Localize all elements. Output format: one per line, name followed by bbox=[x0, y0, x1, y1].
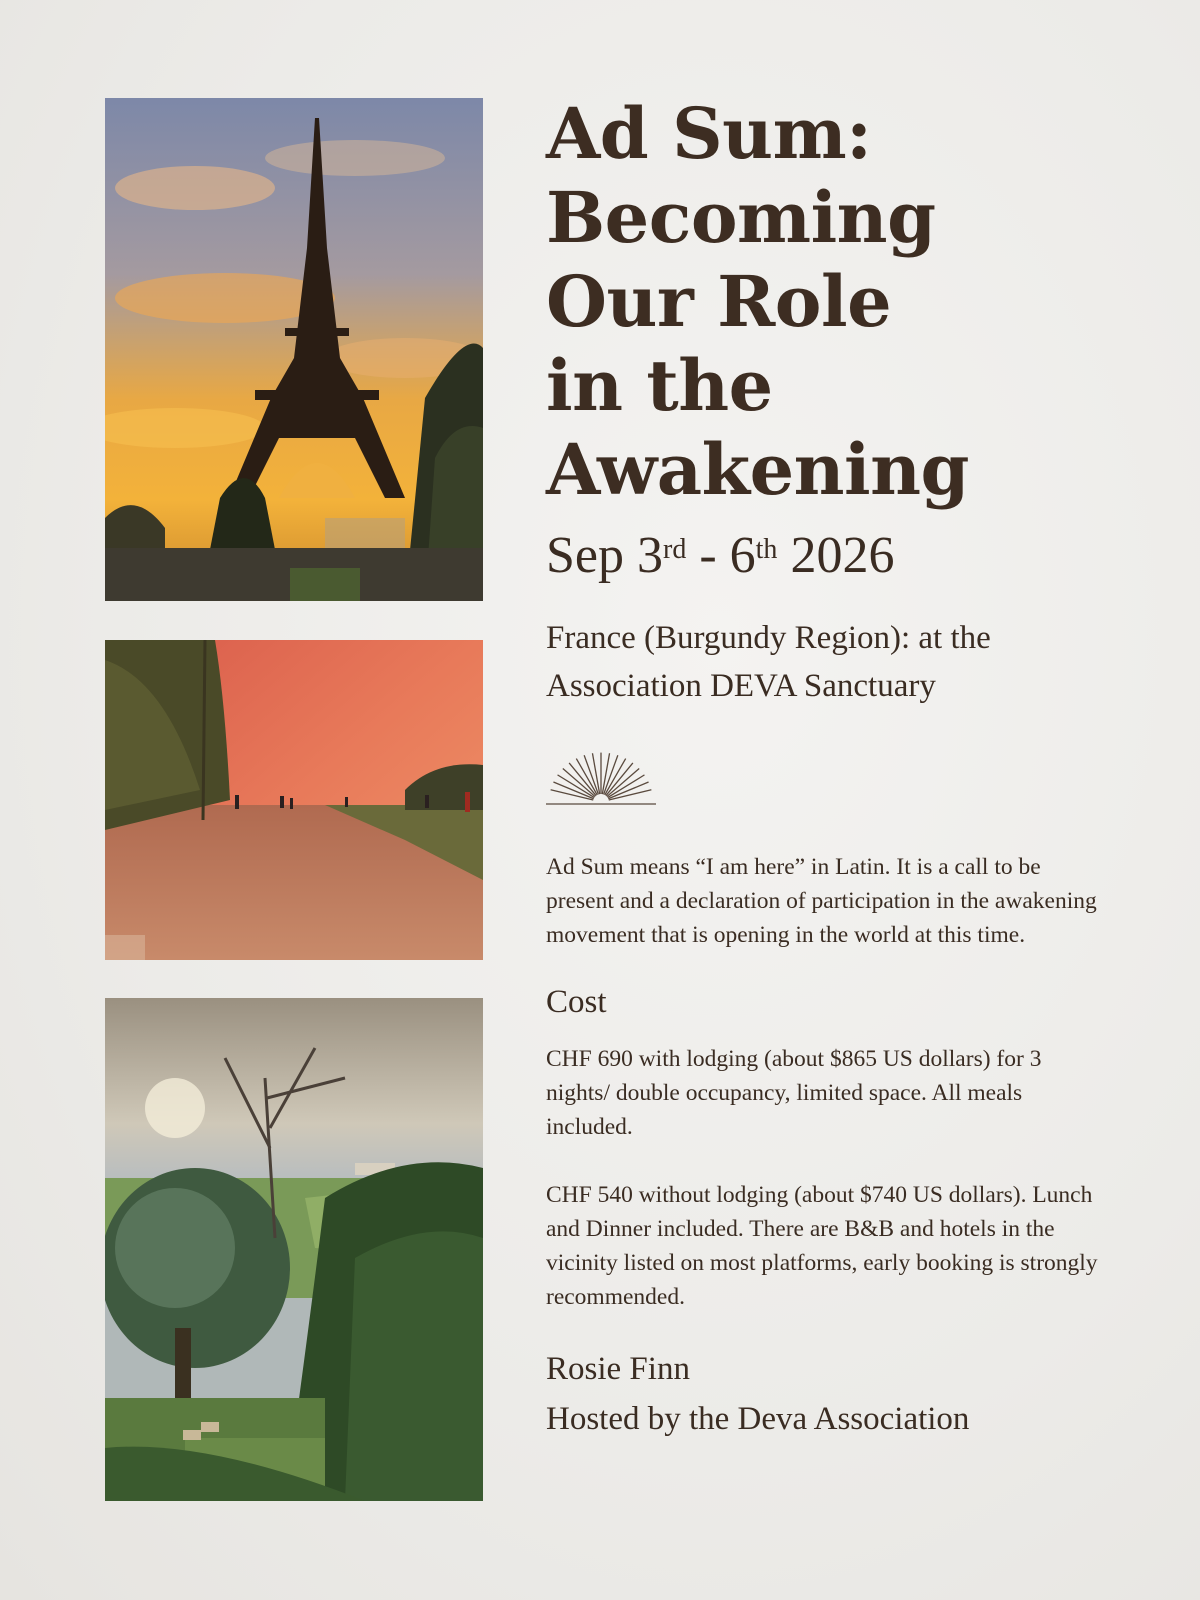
photo-park-path bbox=[105, 640, 483, 960]
title-line: Awakening bbox=[546, 428, 969, 511]
sunburst-icon bbox=[546, 748, 656, 806]
title-line: in the bbox=[546, 344, 773, 427]
photo-eiffel-tower bbox=[105, 98, 483, 601]
location-line: France (Burgundy Region): at the bbox=[546, 620, 991, 656]
host-info bbox=[546, 1344, 1106, 1444]
title-line: Our Role bbox=[546, 260, 892, 343]
event-details bbox=[546, 92, 1106, 1444]
title-line: Ad Sum: bbox=[546, 92, 872, 175]
cost-without-lodging: CHF 540 without lodging (about $740 US dollars). Lunch and Dinner included. There are B&B and hotels in the vicinity listed on most platforms, early booking is strongly recommended. bbox=[546, 1182, 1098, 1310]
event-year: 2026 bbox=[777, 527, 895, 584]
end-date-suffix: th bbox=[755, 534, 778, 565]
event-dates bbox=[546, 526, 1106, 586]
host-organization: Hosted by the Deva Association bbox=[546, 1401, 970, 1437]
location-line: Association DEVA Sanctuary bbox=[546, 668, 936, 704]
photo-countryside bbox=[105, 998, 483, 1501]
event-title bbox=[546, 92, 1106, 512]
date-separator: - 6 bbox=[686, 527, 756, 584]
host-name: Rosie Finn bbox=[546, 1351, 690, 1387]
event-description: Ad Sum means “I am here” in Latin. It is a call to be present and a declaration of participation in the awakening movement that is opening in the world at this time. bbox=[546, 854, 1097, 948]
cost-with-lodging: CHF 690 with lodging (about $865 US dollars) for 3 nights/ double occupancy, limited space. All meals included. bbox=[546, 1046, 1042, 1140]
start-date-suffix: rd bbox=[663, 534, 687, 565]
start-date: Sep 3 bbox=[546, 527, 663, 584]
title-line: Becoming bbox=[546, 176, 936, 259]
event-location bbox=[546, 614, 1106, 710]
cost-heading: Cost bbox=[546, 984, 607, 1020]
